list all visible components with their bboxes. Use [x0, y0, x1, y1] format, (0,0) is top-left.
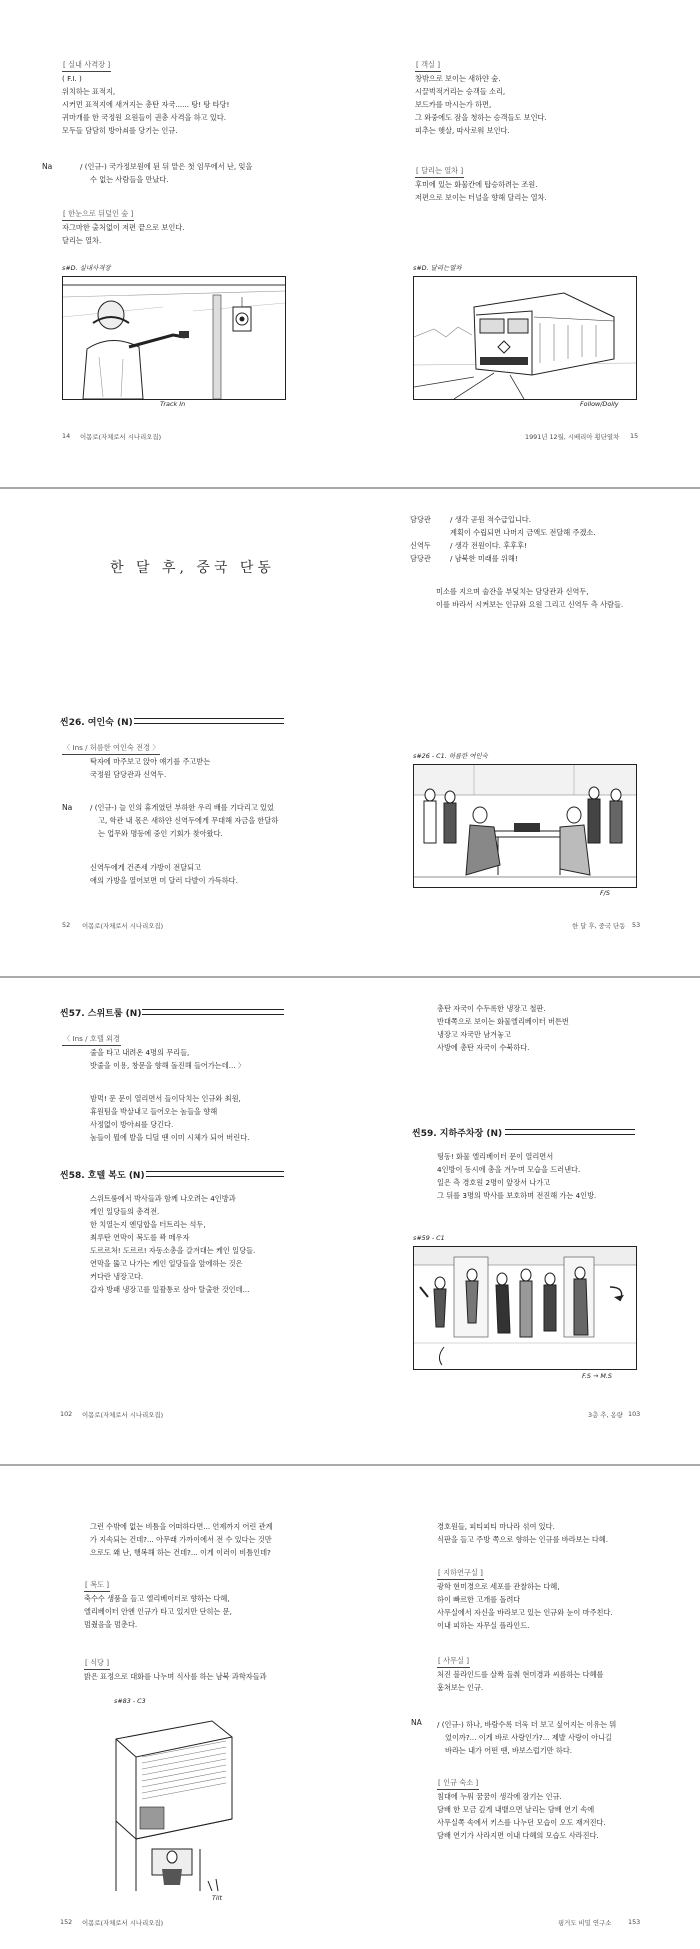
script-line: 침대에 누워 꿈꿈이 생각에 잠기는 인규. [437, 1792, 562, 1801]
scene-title: 씬57. 스위트룸 (N) [60, 1009, 142, 1019]
script-line: 경호원들, 피티피티 마나라 섞여 있다. [437, 1522, 555, 1531]
script-line: 담배 한 모금 깊게 내뱉으면 날리는 담배 연기 속에 [437, 1805, 595, 1814]
na-label: Na [42, 162, 53, 171]
script-line: 후미에 있는 화물칸에 탑승하려는 조원. [415, 180, 538, 189]
storyboard-label: s#D. 달리는열차 [413, 264, 462, 272]
quote-line: 그런 수밖에 없는 비틈을 어떠하다면... 언제까지 어린 관계 [90, 1522, 273, 1531]
narration-line: 수 없는 사람들을 만났다. [90, 175, 169, 184]
quote-line: 가 지속되는 건데?... 아무래 가까이에서 전 수 있다는 것만 [90, 1535, 272, 1544]
insert-heading: 〈 Ins / 호텔 외경 [62, 1032, 121, 1046]
page-53 [410, 489, 680, 975]
dialogue-line: 담당관 / 생각 곧원 적수급입니다. [410, 515, 531, 524]
storyboard-panel-shooting-range [62, 276, 286, 400]
script-line: 위치하는 표적지, [62, 87, 116, 96]
script-line: 놈들이 뭘에 발을 디딜 땐 이미 시체가 되어 버린다. [90, 1133, 250, 1142]
script-line: 휴원팀을 박살내고 들어오는 놈들을 향해 [90, 1107, 218, 1116]
speaker: 신역두 [410, 541, 431, 550]
script-line: 띵동! 화물 엘리베이터 문이 열리면서 [437, 1152, 554, 1161]
script-line: 엘리베이터 안엔 인규가 타고 있지만 단히는 문, [84, 1607, 232, 1616]
running-title: 3층 추, 옹량 [588, 1411, 623, 1419]
script-line: 스위트룸에서 박사들과 함께 나오려는 4인방과 [90, 1194, 236, 1203]
page-15 [415, 0, 675, 486]
script-line: 하이 빠르한 고개를 돌려다 [437, 1595, 521, 1604]
script-line: 사방에 총탄 자국이 수북하다. [437, 1043, 530, 1052]
narration-line: 었이까?... 이게 바로 사랑인가?... 제발 사랑이 아니길 [445, 1733, 612, 1742]
script-line: 그 뒤를 3명의 박사를 보호하며 전진해 가는 4인방. [437, 1191, 597, 1200]
narration-line: / (인규-) 국가정보원에 된 뒤 맡은 첫 임무에서 난, 잊을 [80, 162, 253, 171]
storyboard-panel-train [413, 276, 637, 400]
page-number: 52 [62, 921, 71, 929]
storyboard-panel-parking [413, 1246, 637, 1370]
script-line: 탁자에 마주보고 앉아 얘기를 주고받는 [90, 757, 211, 766]
script-line: 창밖으로 보이는 새하얀 숲. [415, 74, 501, 83]
script-line: 자그마한 출처없이 저편 끝으로 보인다. [62, 223, 185, 232]
script-line: 한 치열는지 엔딩합을 터트리는 석두, [90, 1220, 206, 1229]
script-line: 멈췄음을 멈춘다. [84, 1620, 138, 1629]
page-number: 103 [628, 1410, 641, 1418]
script-line: 애의 가방을 열어보면 미 달러 다발이 가득하다. [90, 876, 238, 885]
camera-note: F/S [600, 889, 610, 897]
train-sketch [414, 277, 636, 399]
script-line: 축수수 생품을 들고 엘리베이터로 향하는 다혜, [84, 1594, 230, 1603]
script-line: 냉장고 자국만 남겨놓고 [437, 1030, 512, 1039]
script-line: 사무실쪽 속에서 키스를 나누던 모습이 오도 재겨진다. [437, 1818, 606, 1827]
storyboard-panel-cafeteria [112, 1709, 238, 1891]
page-14 [42, 0, 362, 486]
scene-title: 씬59. 지하주차장 (N) [412, 1129, 503, 1139]
script-line: 시커먼 표적지에 새겨지는 총탄 자국...... 탕! 탕 타당! [62, 100, 230, 109]
script-line: 식판을 들고 주방 쪽으로 향하는 인규를 바라보는 다혜. [437, 1535, 609, 1544]
script-line: 저편으로 보이는 터널을 향해 달리는 열차. [415, 193, 547, 202]
script-line: 사무실에서 자신을 바라보고 있는 인규와 눈이 마주친다. [437, 1608, 613, 1617]
script-line: 담배 연기가 사라지면 이내 다혜의 모습도 사라진다. [437, 1831, 599, 1840]
dialogue-line: 계획이 수립되면 나머지 금액도 전달해 주겠소. [450, 528, 596, 537]
inn-sketch [414, 765, 636, 887]
page-number: 15 [630, 432, 639, 440]
script-line: 케인 일당들의 총격전. [90, 1207, 160, 1216]
scene-heading: [ 객실 ] [415, 58, 441, 72]
storyboard-label: s#59 - C1 [413, 1234, 445, 1242]
spread-3 [0, 978, 700, 1464]
spread-1 [0, 0, 700, 486]
script-line: 도르르처! 도르르! 자동소총을 갈겨대는 케인 일당들. [90, 1246, 256, 1255]
narration-line: / (인규-) 늘 인의 휴게였던 부하한 우리 배를 기다리고 있었 [90, 803, 274, 812]
scene-heading: [ 인규 숙소 ] [437, 1776, 479, 1790]
running-title: 1991년 12월, 시베리아 횡단열차 [525, 433, 620, 441]
script-line: 피추는 햇살, 따사로워 보인다. [415, 126, 510, 135]
scene-heading: [ 사무실 ] [437, 1654, 470, 1668]
page-number: 153 [628, 1918, 641, 1926]
script-line: 모두들 담담히 방아쇠를 당기는 인규. [62, 126, 178, 135]
script-line: 시끌벅적거리는 승객들 소리, [415, 87, 506, 96]
camera-note: Track In [160, 400, 186, 408]
script-line: 국정원 담당관과 신역두. [90, 770, 167, 779]
storyboard-label: s#83 - C3 [114, 1697, 146, 1705]
script-line: 총탄 자국이 수두록한 냉장고 철판. [437, 1004, 546, 1013]
script-line: 밤먹! 문 문이 열리면서 들이닥치는 인규와 최원, [90, 1094, 241, 1103]
script-line: 줄을 타고 내려온 4명의 무리들, [90, 1048, 190, 1057]
narration-line: / (인규-) 하나, 바람수록 더욱 더 보고 싶어지는 이유는 뭐 [437, 1720, 617, 1729]
scene-heading: [ 복도 ] [84, 1578, 110, 1592]
script-line: ( F.I. ) [62, 74, 82, 83]
script-line: 귀마개를 한 국정원 요원들이 권총 사격을 하고 있다. [62, 113, 227, 122]
dialogue-line: 담당관 / 남북한 미래를 위해! [410, 554, 518, 563]
na-label: NA [411, 1718, 422, 1727]
scene-heading: [ 지하연구실 ] [437, 1566, 484, 1580]
narration-line: 바라는 내가 어떤 땐, 바보스럽기만 하다. [445, 1746, 573, 1755]
camera-note: Tilt [212, 1894, 222, 1902]
script-line: 신역두에게 건존세 가방이 전달되고 [90, 863, 202, 872]
script-line: 4인방이 동시에 총을 겨누며 모습을 드러낸다. [437, 1165, 581, 1174]
scene-heading: [ 실내 사격장 ] [62, 58, 111, 72]
script-line: 처진 블라인드를 살짝 들춰 현미경과 씨름하는 다혜를 [437, 1670, 604, 1679]
narration-line: 는 업무와 명등에 중인 기회가 찾아왔다. [98, 829, 223, 838]
cafeteria-sketch [112, 1709, 238, 1891]
spread-4 [0, 1466, 700, 1949]
parking-sketch [414, 1247, 636, 1369]
running-title: 이몸로(자체로서 시나리오집) [82, 1919, 164, 1927]
scene-heading: [ 한눈으로 뒤덮인 숲 ] [62, 207, 134, 221]
running-title: 이몸로(자체로서 시나리오집) [82, 922, 164, 930]
scene-heading: [ 식당 ] [84, 1656, 110, 1670]
script-line: 갑자 방패 냉장고를 일괄통로 삼아 탈출한 것인데... [90, 1285, 250, 1294]
storyboard-label: s#D. 실내사격장 [62, 264, 111, 272]
page-103-cont [437, 978, 697, 1464]
script-line: 그 와중에도 잠을 청하는 승객들도 보인다. [415, 113, 547, 122]
script-line: 보드카를 마시는가 하면, [415, 100, 492, 109]
page-153-cont [437, 1466, 697, 1949]
page-52 [62, 489, 362, 975]
storyboard-panel-inn [413, 764, 637, 888]
script-line: 최루탄 연막이 복도를 꽉 메우자 [90, 1233, 190, 1242]
dialogue-line: 신역두 / 생각 전원이다. 후후후! [410, 541, 527, 550]
na-label: Na [62, 803, 73, 812]
script-line: 밧줄을 이용, 창문을 향해 돌진해 들어가는데... 〉 [90, 1061, 246, 1070]
script-line: 반대쪽으로 보이는 화물엘리베이터 버튼번 [437, 1017, 569, 1026]
script-line: 광학 현미경으로 세포를 관찰하는 다혜, [437, 1582, 560, 1591]
running-title: 핑거도 비밀 연구소 [558, 1919, 612, 1927]
running-title: 이몸로(자체로서 시나리오집) [82, 1411, 164, 1419]
page-number: 53 [632, 921, 641, 929]
script-line: 커다란 냉장고다. [90, 1272, 144, 1281]
script-line: 일은 측 경호원 2명이 앞장서 나가고 [437, 1178, 551, 1187]
camera-note: Follow/Dolly [580, 400, 619, 408]
script-line: 달리는 열차. [62, 236, 102, 245]
narration-line: 고, 학관 내 몫은 새하얀 신역두에게 무대해 자금을 한달하 [98, 816, 279, 825]
page-102-cont [90, 978, 390, 1464]
quote-line: 으로도 왜 난, 행복해 하는 건데?... 이게 이러이 비틈인데? [90, 1548, 271, 1557]
script-line: 이를 바라서 시켜보는 인규와 요원 그리고 신역두 측 사람들. [436, 600, 624, 609]
speaker: 담당관 [410, 554, 431, 563]
script-line: 훔쳐보는 인규. [437, 1683, 484, 1692]
speaker: 담당관 [410, 515, 431, 524]
script-line: 연막을 뚫고 나가는 케인 일당들을 앞에하는 것은 [90, 1259, 243, 1268]
page-number: 14 [62, 432, 71, 440]
insert-heading: 〈 Ins / 허름한 여인숙 전경 〉 [62, 741, 160, 755]
script-line: 미소를 지으며 술잔을 부딪치는 담당관과 신역두, [436, 587, 589, 596]
page-number: 102 [60, 1410, 73, 1418]
chapter-title: 한 달 후, 중국 단동 [110, 560, 275, 576]
scene-title: 씬26. 여인숙 (N) [60, 718, 133, 728]
running-title: 이몸로(자체로서 시나리오집) [80, 433, 162, 441]
spread-2 [0, 489, 700, 975]
shooting-range-sketch [63, 277, 285, 399]
page-number: 152 [60, 1918, 73, 1926]
script-line: 이내 피하는 자무실 플라인드. [437, 1621, 530, 1630]
camera-note: F.S → M.S [582, 1372, 612, 1380]
storyboard-label: s#26 - C1. 허름한 여인숙 [413, 752, 488, 760]
script-line: 사정없이 방아쇠를 당긴다. [90, 1120, 174, 1129]
scene-title: 씬58. 호텔 복도 (N) [60, 1171, 145, 1181]
scene-heading: [ 달리는 열차 ] [415, 164, 464, 178]
running-title: 한 달 후, 중국 단동 [572, 922, 626, 930]
script-line: 밝은 표정으로 대화를 나누며 식사를 하는 남북 과학자들과 [84, 1672, 267, 1681]
